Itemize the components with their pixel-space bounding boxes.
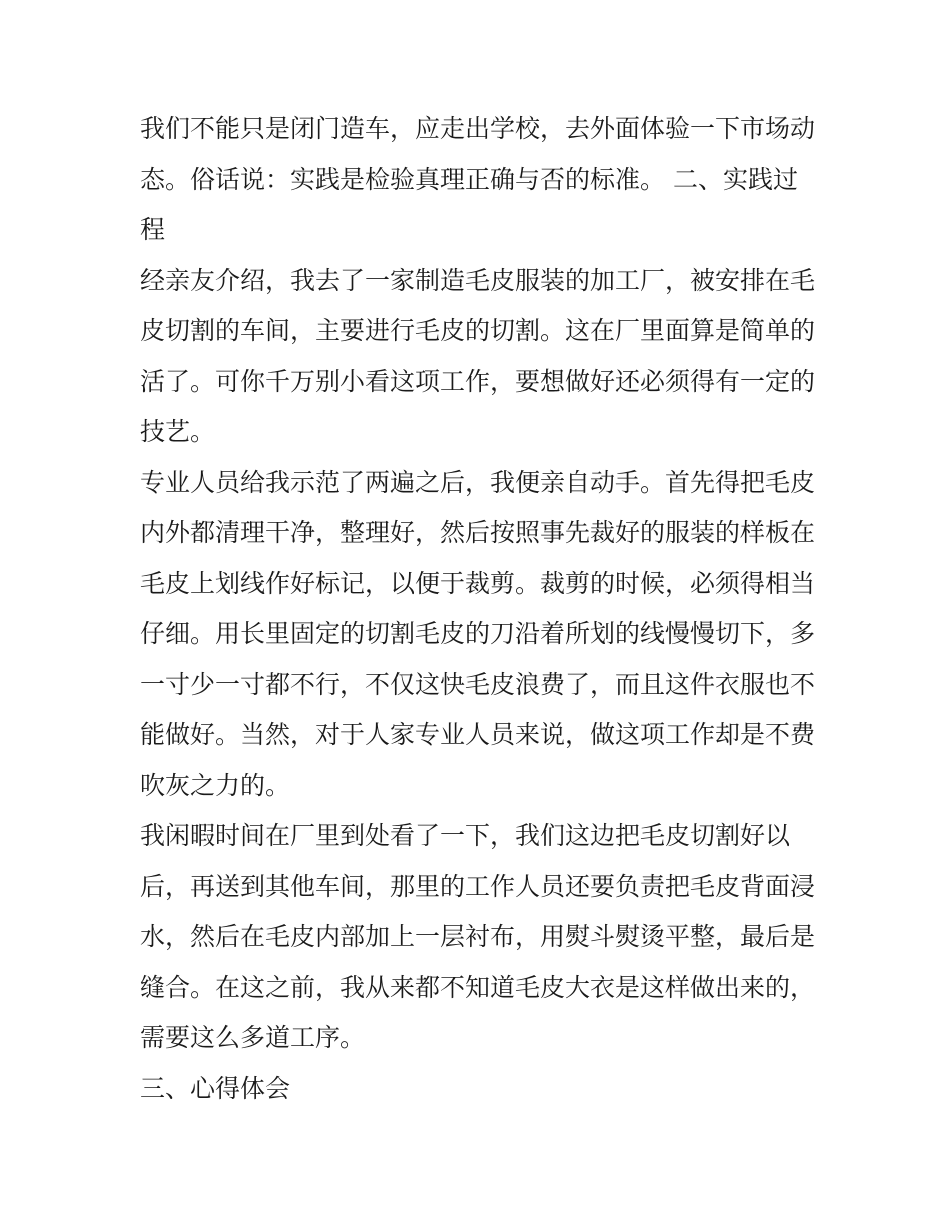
text-line: 程 xyxy=(140,215,166,244)
text-line: 经亲友介绍，我去了一家制造毛皮服装的加工厂，被安排在毛 xyxy=(140,265,816,295)
text-line: 缝合。在这之前，我从来都不知道毛皮大衣是这样做出来的， xyxy=(140,972,816,1002)
text-line: 活了。可你千万别小看这项工作，要想做好还必须得有一定的 xyxy=(140,366,816,396)
text-line: 吹灰之力的。 xyxy=(140,770,291,800)
text-line: 一寸少一寸都不行，不仅这快毛皮浪费了，而且这件衣服也不 xyxy=(140,669,816,699)
text-line: 我们不能只是闭门造车，应走出学校，去外面体验一下市场动 xyxy=(140,114,816,143)
text-line: 水，然后在毛皮内部加上一层衬布，用熨斗熨烫平整，最后是 xyxy=(140,922,816,951)
text-line: 态。俗话说：实践是检验真理正确与否的标准。 二、实践过 xyxy=(140,164,798,194)
document-body xyxy=(140,104,820,1114)
text-line: 毛皮上划线作好标记，以便于裁剪。裁剪的时候，必须得相当 xyxy=(140,568,816,598)
text-line: 技艺。 xyxy=(140,417,216,446)
text-line: 能做好。当然，对于人家专业人员来说，做这项工作却是不费 xyxy=(140,720,816,749)
text-line: 皮切割的车间，主要进行毛皮的切割。这在厂里面算是简单的 xyxy=(140,316,816,345)
text-line: 我闲暇时间在厂里到处看了一下，我们这边把毛皮切割好以 xyxy=(140,821,791,850)
text-line: 专业人员给我示范了两遍之后，我便亲自动手。首先得把毛皮 xyxy=(140,467,816,497)
text-line: 后，再送到其他车间，那里的工作人员还要负责把毛皮背面浸 xyxy=(140,871,816,901)
text-line: 仔细。用长里固定的切割毛皮的刀沿着所划的线慢慢切下，多 xyxy=(140,619,816,648)
text-line: 需要这么多道工序。 xyxy=(140,1023,366,1052)
text-line: 内外都清理干净，整理好，然后按照事先裁好的服装的样板在 xyxy=(140,518,816,547)
section-heading: 三、心得体会 xyxy=(140,1073,291,1103)
